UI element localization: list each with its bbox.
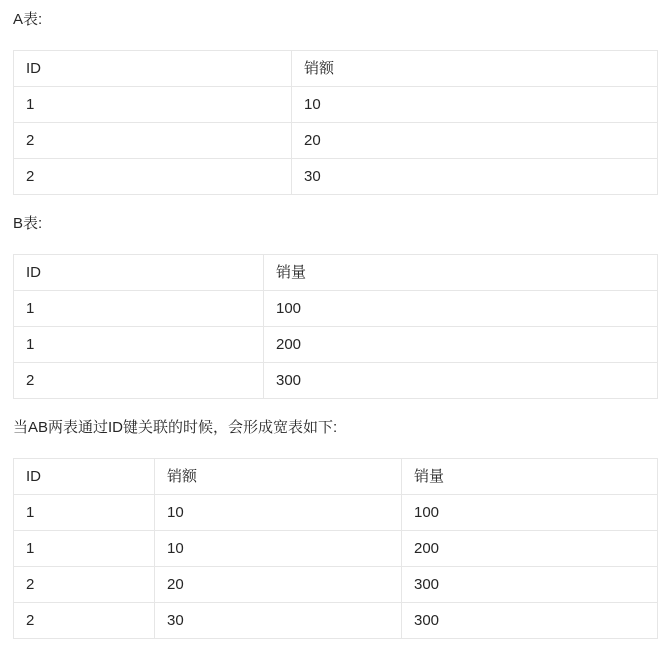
header-row [14,255,658,291]
column-header: 销量 [264,255,658,291]
table-row [14,159,658,195]
table-cell: 30 [155,603,402,639]
table-row [14,531,658,567]
join-note: 当AB两表通过ID键关联的时候，会形成宽表如下: [13,419,338,436]
column-header: ID [14,255,264,291]
table-cell: 1 [14,531,155,567]
table-row [14,87,658,123]
table-cell: 20 [155,567,402,603]
table-cell: 2 [14,159,292,195]
header-row [14,51,658,87]
header-row [14,459,658,495]
table-cell: 1 [14,291,264,327]
table-cell: 1 [14,495,155,531]
table-cell: 10 [155,531,402,567]
table-cell: 2 [14,363,264,399]
column-header: ID [14,459,155,495]
table-row [14,363,658,399]
table-row [14,291,658,327]
table-b-label: B表: [13,215,43,232]
table-a [13,50,658,195]
table-cell: 100 [402,495,658,531]
table-cell: 10 [292,87,658,123]
table-cell: 300 [402,567,658,603]
table-cell: 1 [14,327,264,363]
table-row [14,123,658,159]
joined-wide-table [13,458,658,639]
table-cell: 200 [264,327,658,363]
table-cell: 2 [14,603,155,639]
table-row [14,567,658,603]
table-cell: 2 [14,123,292,159]
table-cell: 200 [402,531,658,567]
column-header: 销额 [292,51,658,87]
table-cell: 2 [14,567,155,603]
column-header: ID [14,51,292,87]
table-cell: 30 [292,159,658,195]
column-header: 销量 [402,459,658,495]
table-a-label: A表: [13,11,43,28]
table-b [13,254,658,399]
table-cell: 10 [155,495,402,531]
table-row [14,327,658,363]
table-row [14,603,658,639]
table-cell: 20 [292,123,658,159]
table-cell: 300 [402,603,658,639]
table-cell: 100 [264,291,658,327]
table-row [14,495,658,531]
table-cell: 1 [14,87,292,123]
column-header: 销额 [155,459,402,495]
table-cell: 300 [264,363,658,399]
